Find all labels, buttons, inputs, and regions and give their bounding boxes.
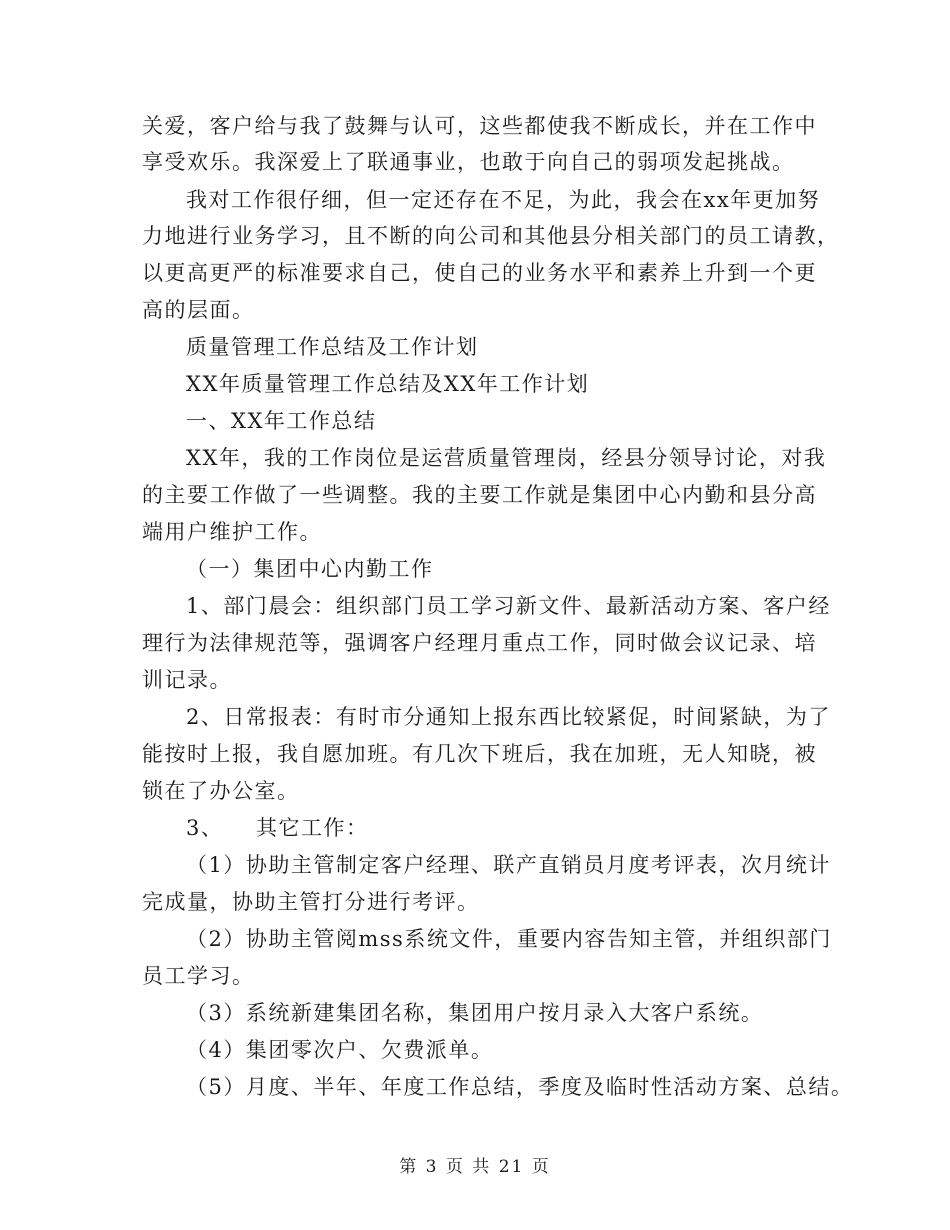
text-line: 高的层面。 [142, 298, 255, 322]
text-line: 训记录。 [142, 668, 232, 692]
text-line: 锁在了办公室。 [142, 779, 300, 803]
text-line: （4）集团零次户、欠费派单。 [186, 1038, 494, 1062]
section-heading: XX年质量管理工作总结及XX年工作计划 [186, 372, 590, 396]
text-line: 2、日常报表：有时市分通知上报东西比较紧促，时间紧缺，为了 [186, 705, 831, 729]
text-line: 我对工作很仔细，但一定还存在不足，为此，我会在xx年更加努 [186, 188, 821, 212]
section-heading: 一、XX年工作总结 [186, 409, 377, 433]
text-line: 1、部门晨会：组织部门员工学习新文件、最新活动方案、客户经 [186, 594, 831, 618]
section-heading: 质量管理工作总结及工作计划 [186, 335, 479, 359]
text-line: （5）月度、半年、年度工作总结，季度及临时性活动方案、总结。 [186, 1075, 854, 1099]
text-line: 端用户维护工作。 [142, 520, 322, 544]
text-line: 员工学习。 [142, 964, 255, 988]
text-line: 能按时上报，我自愿加班。有几次下班后，我在加班，无人知晓，被 [142, 742, 817, 766]
text-line: （1）协助主管制定客户经理、联产直销员月度考评表，次月统计 [186, 853, 831, 877]
page-number: 第 3 页 共 21 页 [399, 1157, 551, 1177]
text-line: 享受欢乐。我深爱上了联通事业，也敢于向自己的弱项发起挑战。 [142, 150, 795, 174]
text-line: 以更高更严的标准要求自己，使自己的业务水平和素养上升到一个更 [142, 261, 817, 285]
text-line: 力地进行业务学习，且不断的向公司和其他县分相关部门的员工请教， [142, 224, 840, 248]
subsection-heading: （一）集团中心内勤工作 [186, 557, 434, 581]
text-line: 3、 其它工作： [186, 816, 369, 840]
text-line: XX年，我的工作岗位是运营质量管理岗，经县分领导讨论，对我 [186, 446, 827, 470]
text-line: （3）系统新建集团名称，集团用户按月录入大客户系统。 [186, 1001, 764, 1025]
text-line: 完成量，协助主管打分进行考评。 [142, 890, 480, 914]
text-line: 的主要工作做了一些调整。我的主要工作就是集团中心内勤和县分高 [142, 483, 817, 507]
text-line: 关爱，客户给与我了鼓舞与认可，这些都使我不断成长，并在工作中 [142, 114, 817, 138]
text-line: （2）协助主管阅mss系统文件，重要内容告知主管，并组织部门 [186, 927, 832, 951]
text-line: 理行为法律规范等，强调客户经理月重点工作，同时做会议记录、培 [142, 631, 817, 655]
